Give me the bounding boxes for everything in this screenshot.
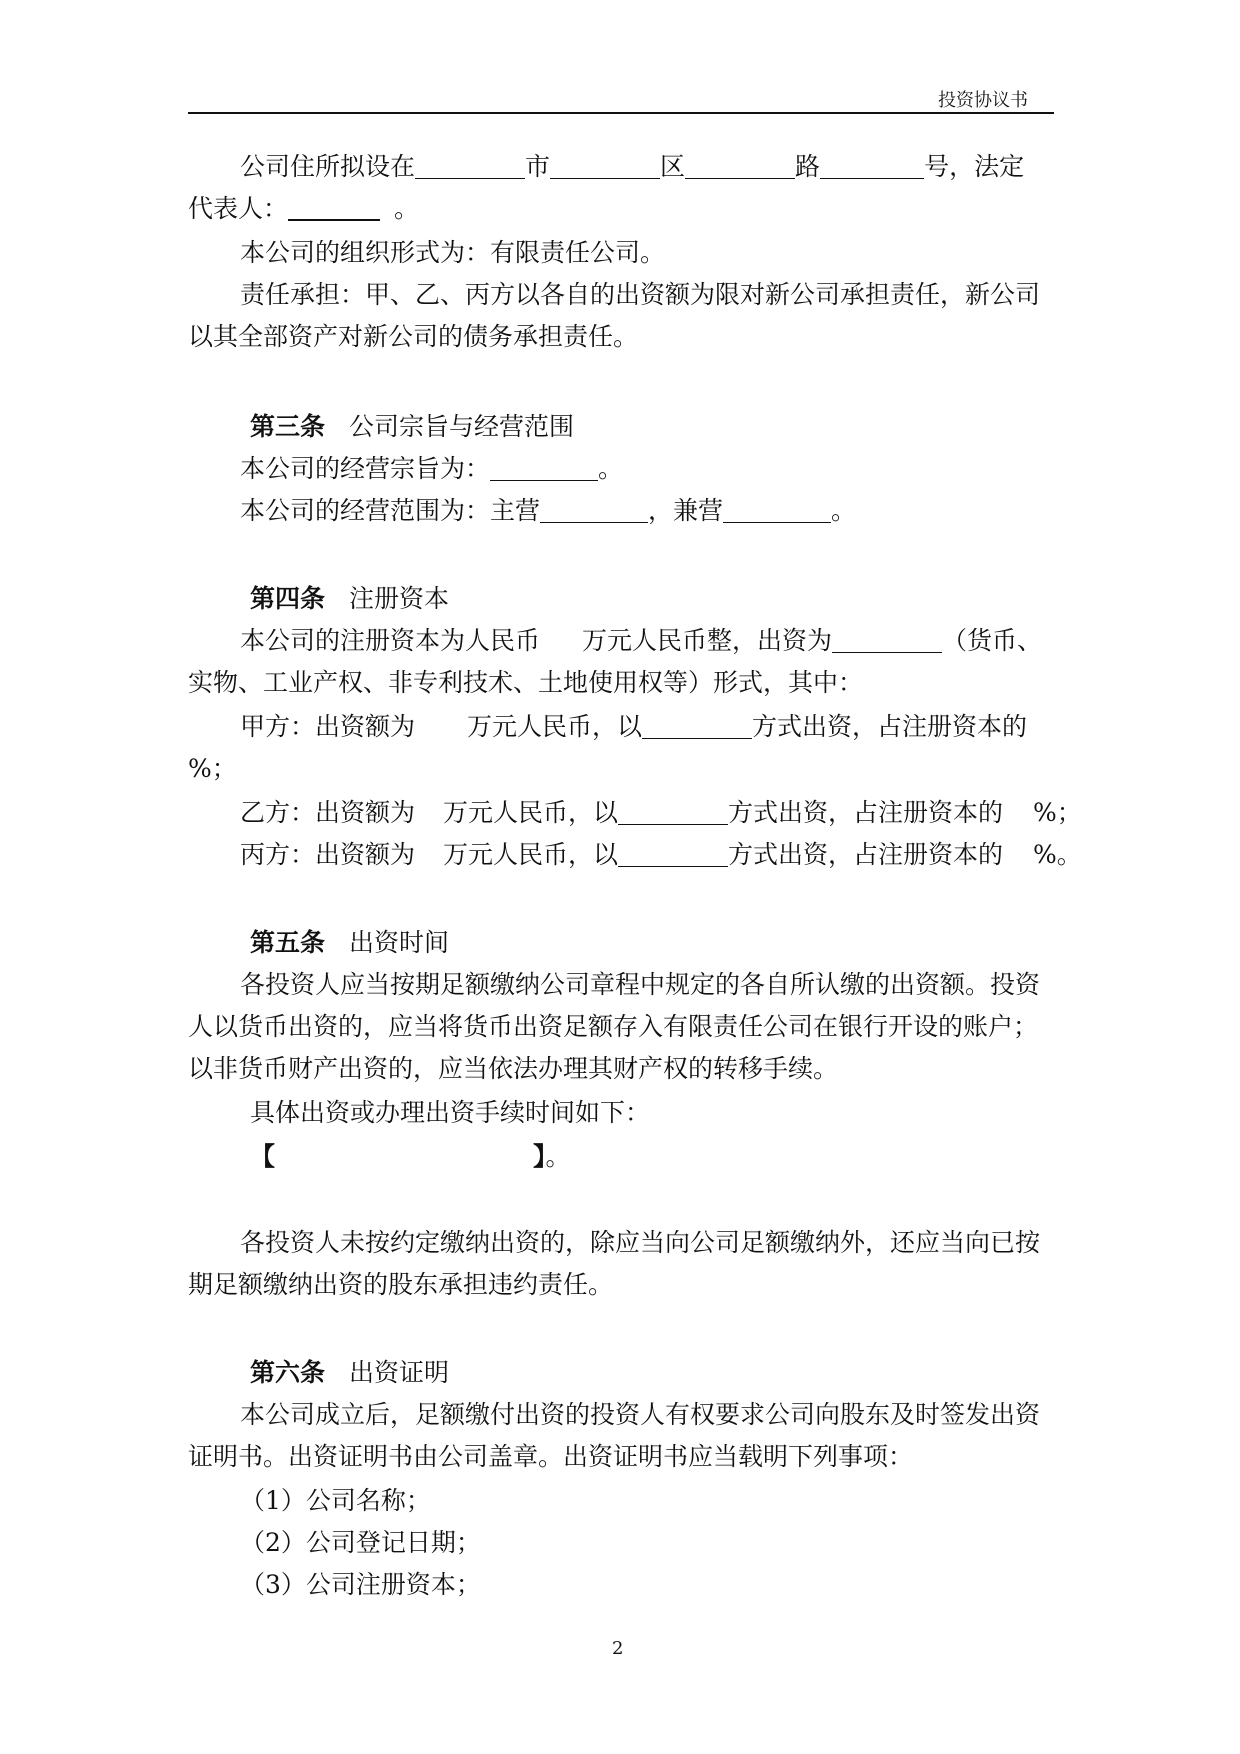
party-b-line: 乙方：出资额为 万元人民币，以 方式出资，占注册资本的 %； [240, 798, 1082, 827]
business-scope-line: 本公司的经营范围为：主营 ，兼营 。 [240, 496, 857, 525]
business-purpose-line: 本公司的经营宗旨为： 。 [240, 454, 624, 483]
blank-contribution-form[interactable] [832, 628, 942, 653]
blank-party-b-method[interactable] [618, 800, 728, 825]
breach-line-1: 各投资人未按约定缴纳出资的，除应当向公司足额缴纳外，还应当向已按 [240, 1228, 1041, 1257]
schedule-intro-line: 具体出资或办理出资手续时间如下： [250, 1098, 651, 1127]
blank-number[interactable] [820, 154, 924, 179]
list-item-company-name: （1）公司名称； [240, 1486, 431, 1515]
party-c-line: 丙方：出资额为 万元人民币，以 方式出资，占注册资本的 %。 [240, 840, 1082, 869]
breach-line-2: 期足额缴纳出资的股东承担违约责任。 [188, 1270, 614, 1299]
page-number: 2 [612, 1638, 624, 1659]
blank-party-c-method[interactable] [618, 842, 728, 867]
legal-rep-line: 代表人： 。 [188, 194, 420, 223]
org-form-line: 本公司的组织形式为：有限责任公司。 [240, 238, 666, 267]
liability-line-1: 责任承担：甲、乙、丙方以各自的出资额为限对新公司承担责任，新公司 [240, 280, 1041, 309]
liability-line-2: 以其全部资产对新公司的债务承担责任。 [188, 322, 639, 351]
article-5-heading: 第五条 出资时间 [250, 928, 450, 957]
blank-legal-representative[interactable] [288, 195, 380, 221]
article-3-heading: 第三条 公司宗旨与经营范围 [250, 412, 575, 441]
schedule-bracket-line: 【 】。 [250, 1142, 571, 1171]
blank-party-a-method[interactable] [642, 714, 752, 739]
article-4-heading: 第四条 注册资本 [250, 584, 450, 613]
blank-business-purpose[interactable] [490, 456, 598, 481]
party-a-line: 甲方：出资额为 万元人民币，以 方式出资，占注册资本的 [240, 712, 1028, 741]
contribution-time-line-1: 各投资人应当按期足额缴纳公司章程中规定的各自所认缴的出资额。投资 [240, 970, 1041, 999]
header-rule [188, 112, 1054, 114]
contribution-time-line-3: 以非货币财产出资的，应当依法办理其财产权的转移手续。 [188, 1054, 839, 1083]
address-line: 公司住所拟设在 市 区 路 号，法定 [240, 152, 1025, 181]
contribution-forms-line: 实物、工业产权、非专利技术、土地使用权等）形式，其中： [188, 668, 864, 697]
blank-district[interactable] [550, 154, 660, 179]
party-a-percent-line: %； [188, 754, 237, 783]
list-item-registered-capital: （3）公司注册资本； [240, 1570, 481, 1599]
header-title: 投资协议书 [938, 90, 1028, 111]
registered-capital-line: 本公司的注册资本为人民币 万元人民币整，出资为 （货币、 [240, 626, 1043, 655]
blank-city[interactable] [415, 154, 525, 179]
blank-side-business[interactable] [723, 498, 831, 523]
blank-road[interactable] [685, 154, 795, 179]
blank-main-business[interactable] [540, 498, 648, 523]
certificate-line-2: 证明书。出资证明书由公司盖章。出资证明书应当载明下列事项： [188, 1442, 914, 1471]
article-6-heading: 第六条 出资证明 [250, 1358, 450, 1387]
certificate-line-1: 本公司成立后，足额缴付出资的投资人有权要求公司向股东及时签发出资 [240, 1400, 1041, 1429]
contribution-time-line-2: 人以货币出资的，应当将货币出资足额存入有限责任公司在银行开设的账户； [188, 1012, 1039, 1041]
list-item-registration-date: （2）公司登记日期； [240, 1528, 481, 1557]
